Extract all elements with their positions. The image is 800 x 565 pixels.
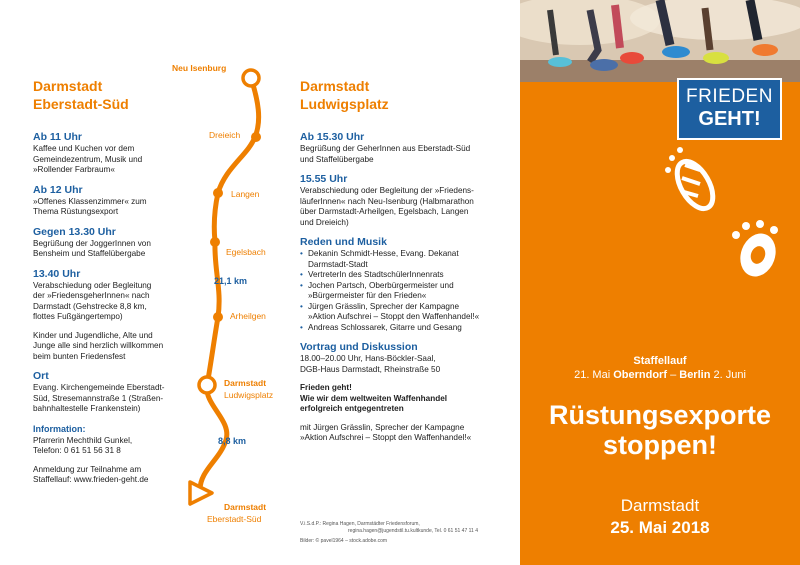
event-time: 15.55 Uhr xyxy=(300,173,348,185)
image-credits: Bilder: © pavel1964 – stock.adobe.com xyxy=(300,538,388,544)
headline-line-2: stoppen! xyxy=(603,430,717,460)
runners-photo-art xyxy=(520,0,800,82)
list-item-continued: »Bürgermeister für den Frieden« xyxy=(308,291,427,300)
event-text: Bensheim und Staffelübergabe xyxy=(33,249,146,258)
middle-location-sub: Ludwigsplatz xyxy=(300,96,389,112)
event-text: Darmstadt (Gehstrecke 8,8 km, xyxy=(33,301,147,311)
info-heading: Information: xyxy=(33,423,86,434)
ort-heading: Ort xyxy=(33,370,49,382)
imprint-line: regina.hagen@jugendstil.tu.kultkunde, Tel. 0 61 51 47 11 4 xyxy=(348,527,478,534)
talk-title: Wie wir dem weltweiten Waffenhandel xyxy=(300,393,448,403)
talk-text: 18.00–20.00 Uhr, Hans-Böckler-Saal, xyxy=(300,354,436,363)
stop-end-city: Darmstadt xyxy=(224,502,267,512)
list-item: • Jürgen Grässlin, Sprecher der Kampagne xyxy=(300,302,515,313)
stop-dot-arheilgen xyxy=(213,312,223,322)
speeches-block xyxy=(300,236,515,333)
right-panel xyxy=(520,0,800,565)
talk-speaker-block xyxy=(300,423,515,444)
event-text: »Offenes Klassenzimmer« zum xyxy=(33,196,147,206)
event-text: Gemeindezentrum, Musik und xyxy=(33,154,143,164)
talk-title: erfolgreich entgegentreten xyxy=(300,404,404,413)
speeches-list xyxy=(300,249,515,333)
imprint-line: V.i.S.d.P.: Regina Hagen, Darmstädter Friedensforum, xyxy=(300,521,420,527)
middle-column xyxy=(300,77,515,444)
headline-line-1: Rüstungsexporte xyxy=(548,400,772,430)
event-text: und Staffelübergabe xyxy=(300,154,374,164)
logo-line-1: FRIEDEN xyxy=(686,86,773,107)
date-to: 2. Juni xyxy=(713,369,746,381)
ludwigsplatz-marker xyxy=(199,377,215,393)
stop-egelsbach: Egelsbach xyxy=(226,247,266,257)
stop-dot-langen xyxy=(213,188,223,198)
list-item-continued: »Aktion Aufschrei – Stoppt den Waffenhandel!« xyxy=(308,312,480,321)
stop-arheilgen: Arheilgen xyxy=(230,311,266,321)
event-city: Darmstadt xyxy=(620,496,700,515)
talk-text: DGB-Haus Darmstadt, Rheinstraße 50 xyxy=(300,364,441,374)
ort-text: bahnhaltestelle Frankenstein) xyxy=(33,404,141,413)
event-date: 25. Mai 2018 xyxy=(610,518,710,537)
distance-8km: 8,8 km xyxy=(218,436,247,446)
signup-text: Staffellauf: www.frieden-geht.de xyxy=(33,475,149,484)
logo-line-2: GEHT! xyxy=(698,108,761,130)
talk-heading: Vortrag und Diskussion xyxy=(300,341,418,353)
event-text: über Darmstadt-Arheilgen, Egelsbach, Langen xyxy=(300,207,469,216)
ort-text: Evang. Kirchengemeinde Eberstadt- xyxy=(33,383,165,392)
event-text: läuferInnen« nach Neu-Isenburg (Halbmarathon xyxy=(300,196,474,206)
stop-langen: Langen xyxy=(231,189,260,199)
event-text: »Rollender Farbraum« xyxy=(33,165,115,174)
date-from: 21. Mai xyxy=(574,369,611,381)
city-to: Berlin xyxy=(679,369,711,381)
event-text: flottes Fußgängertempo) xyxy=(33,312,123,321)
start-marker xyxy=(243,70,259,86)
talk-block xyxy=(300,341,515,375)
event-time: Ab 11 Uhr xyxy=(33,131,83,143)
event-time: Ab 15.30 Uhr xyxy=(300,131,365,143)
city-from: Oberndorf xyxy=(613,369,667,381)
middle-location-title: Darmstadt xyxy=(300,78,370,94)
note-text: Junge alle sind herzlich willkommen xyxy=(33,341,164,350)
list-item: • Jochen Partsch, Oberbürgermeister und xyxy=(300,281,515,292)
left-location-sub: Eberstadt-Süd xyxy=(33,96,129,112)
distance-21km: 21,1 km xyxy=(214,276,248,286)
talk-title-block xyxy=(300,383,515,415)
left-location-title: Darmstadt xyxy=(33,78,103,94)
event-text: Thema Rüstungsexport xyxy=(33,207,119,216)
ort-text: Süd, Stresemannstraße 1 (Straßen- xyxy=(33,393,164,403)
event-text: und Dreieich) xyxy=(300,217,349,227)
staffellauf-heading: Staffellauf xyxy=(633,355,687,367)
stop-end: Eberstadt-Süd xyxy=(207,514,262,524)
event-time: 13.40 Uhr xyxy=(33,267,81,280)
event-block xyxy=(300,131,515,165)
stop-dreieich: Dreieich xyxy=(209,130,241,140)
event-text: Begrüßung der GeherInnen aus Eberstadt-Süd xyxy=(300,144,471,153)
event-text: Kaffee und Kuchen vor dem xyxy=(33,144,135,153)
stop-dot-egelsbach xyxy=(210,237,220,247)
event-time: Ab 12 Uhr xyxy=(33,183,83,196)
staffellauf-block xyxy=(520,354,800,382)
event-text: Verabschiedung oder Begleitung der »Friedens- xyxy=(300,186,474,195)
stop-dot-dreieich xyxy=(251,132,261,142)
footprint-icon xyxy=(650,140,800,290)
signup-text: Anmeldung zur Teilnahme am xyxy=(33,464,142,474)
event-date-block xyxy=(520,495,800,539)
event-block xyxy=(300,173,515,228)
list-item-continued: Darmstadt-Stadt xyxy=(308,259,368,269)
stop-ludwigsplatz-city: Darmstadt xyxy=(224,378,267,388)
frieden-geht-logo xyxy=(677,78,782,140)
note-text: beim bunten Friedensfest xyxy=(33,351,126,361)
info-text: Pfarrerin Mechthild Gunkel, xyxy=(33,435,133,445)
list-item: • Dekanin Schmidt-Hesse, Evang. Dekanat xyxy=(300,249,515,260)
list-item: • VertreterIn des StadtschülerInnenrats xyxy=(300,270,515,281)
staffellauf-dates xyxy=(520,368,800,382)
talk-speaker: mit Jürgen Grässlin, Sprecher der Kampagne xyxy=(300,422,465,432)
event-text: der »FriedensgeherInnen« nach xyxy=(33,291,150,300)
talk-title: Frieden geht! xyxy=(300,383,352,392)
stop-neu-isenburg: Neu Isenburg xyxy=(172,63,227,73)
speeches-heading: Reden und Musik xyxy=(300,236,387,248)
info-text: Telefon: 0 61 51 56 31 8 xyxy=(33,446,121,455)
runners-photo xyxy=(520,0,800,82)
list-item: • Andreas Schlossarek, Gitarre und Gesang xyxy=(300,323,515,334)
event-time: Gegen 13.30 Uhr xyxy=(33,225,116,238)
dash: – xyxy=(670,369,677,381)
note-text: Kinder und Jugendliche, Alte und xyxy=(33,330,153,340)
event-text: Verabschiedung oder Begleitung xyxy=(33,280,152,290)
headline xyxy=(520,400,800,460)
imprint xyxy=(300,521,515,545)
talk-speaker: »Aktion Aufschrei – Stoppt den Waffenhandel!« xyxy=(300,433,472,442)
stop-ludwigsplatz: Ludwigsplatz xyxy=(224,390,274,400)
event-text: Begrüßung der JoggerInnen von xyxy=(33,238,151,248)
